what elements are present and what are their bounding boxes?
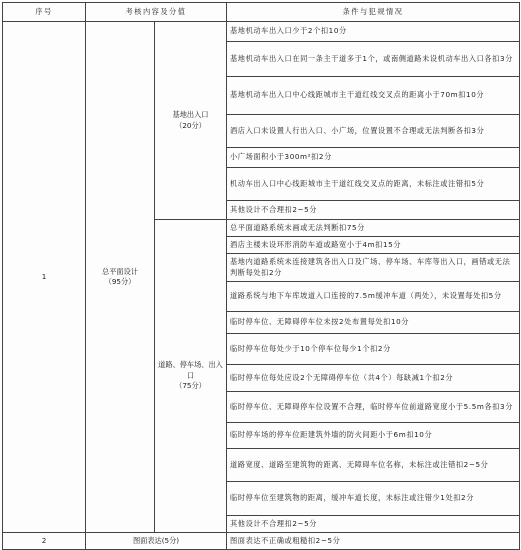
section-number: 2 — [3, 533, 86, 550]
condition-cell: 临时停车位、无障碍停车位未按2处布置每处扣10分 — [227, 312, 520, 334]
condition-cell: 临时停车位、无障碍停车位设置不合理，临时停车位前道路宽度小于5.5m各扣3分 — [227, 392, 520, 423]
group-score: （75分） — [175, 381, 206, 391]
condition-cell: 其他设计不合理扣2~5分 — [227, 201, 520, 220]
condition-cell: 图面表达不正确或粗糙扣2~5分 — [227, 533, 520, 550]
section-category: 图面表达(5分) — [86, 533, 227, 550]
group-entrance — [155, 22, 227, 220]
header-number: 序号 — [3, 3, 86, 22]
section-category — [86, 22, 155, 533]
header-conditions: 条件与犯规情况 — [227, 3, 520, 22]
table-row — [3, 22, 520, 42]
condition-cell: 酒店主楼未设环形消防车道或路宽小于4m扣15分 — [227, 237, 520, 254]
group-roads — [155, 220, 227, 533]
table-row — [3, 533, 520, 550]
condition-cell: 基地机动车出入口少于2个扣10分 — [227, 22, 520, 42]
condition-cell: 机动车出入口中心线距城市主干道红线交叉点的距离，未标注或注错扣5分 — [227, 168, 520, 201]
scoring-table — [2, 2, 520, 550]
condition-cell: 酒店入口未设置人行出入口、小广场，位置设置不合理或无法判断各扣3分 — [227, 115, 520, 148]
condition-cell: 临时停车位每处少于10个停车位每少1个扣2分 — [227, 334, 520, 365]
condition-cell: 临时停车位至建筑物的距离，缓冲车道长度，未标注或注错少1处扣2分 — [227, 482, 520, 516]
category-name: 总平面设计 — [102, 266, 138, 276]
condition-cell: 基地机动车出入口中心线距城市主干道红线交叉点的距离小于70m扣10分 — [227, 77, 520, 115]
header-content: 考核内容及分值 — [86, 3, 227, 22]
group-name: 道路、停车场、出入口 — [158, 360, 223, 380]
group-score: （20分） — [175, 120, 206, 130]
condition-cell: 临时停车位每处应设2个无障碍停车位（共4个）每缺减1个扣2分 — [227, 365, 520, 392]
category-score: （95分） — [104, 277, 136, 286]
condition-cell: 基地内道路系统未连接建筑各出入口及广场、停车场、车库等出入口，画错或无法判断每处扣2分 — [227, 254, 520, 282]
condition-cell: 其他设计不合理扣2~5分 — [227, 516, 520, 533]
condition-cell: 道路系统与地下车库坡道入口连接的7.5m缓冲车道（两处），未设置每处扣5分 — [227, 282, 520, 312]
condition-cell: 基地机动车出入口在同一条主干道多于1个，或南侧道路未设机动车出入口各扣3分 — [227, 42, 520, 77]
table-header-row — [3, 3, 520, 22]
condition-cell: 道路宽度、道路至建筑物的距离、无障碍车位名称，未标注或注错扣2~5分 — [227, 449, 520, 482]
condition-cell: 临时停车场的停车位距建筑外墙的防火间距小于6m扣10分 — [227, 423, 520, 449]
group-name: 基地出入口 — [172, 110, 209, 120]
section-number: 1 — [3, 22, 86, 533]
condition-cell: 总平面道路系统未画或无法判断扣75分 — [227, 220, 520, 237]
condition-cell: 小广场面积小于300m²扣2分 — [227, 148, 520, 168]
